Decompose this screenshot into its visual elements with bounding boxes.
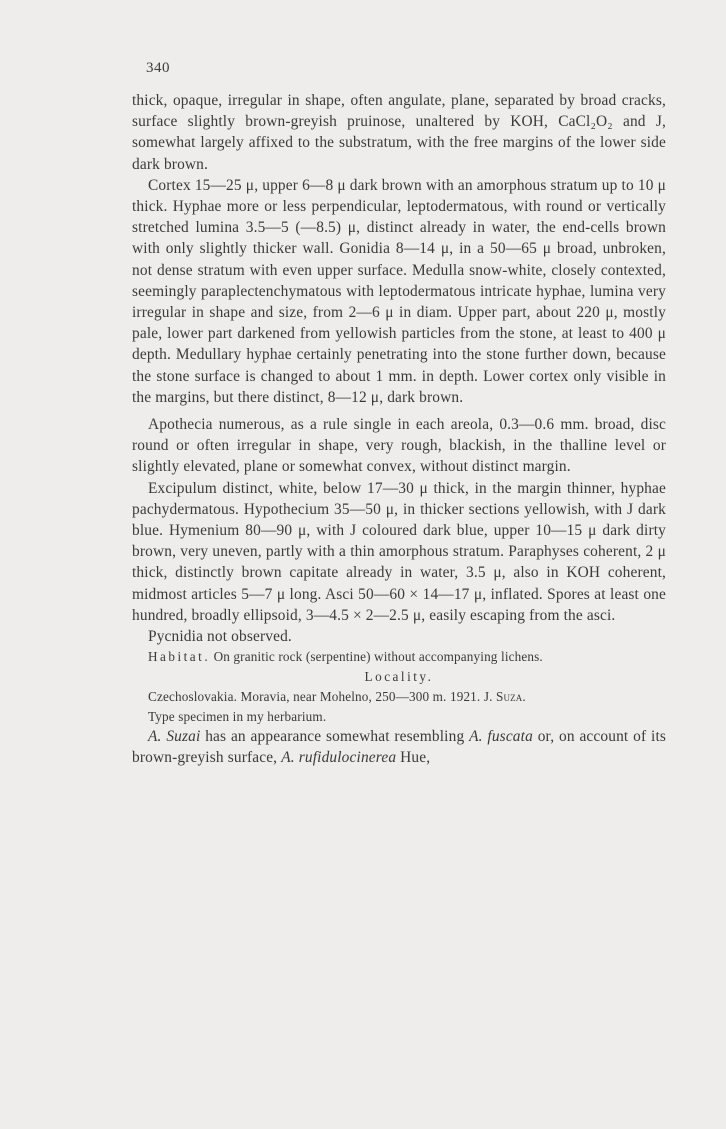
closing-paragraph	[132, 726, 666, 768]
locality-text: Czechoslovakia. Moravia, near Mohelno, 250—300 m. 1921.	[148, 689, 484, 705]
locality-line	[132, 687, 666, 707]
paragraph-continuation: thick, opaque, irregular in shape, often angulate, plane, separated by broad cracks, surface slightly brown-greyish pruinose, unaltered by KOH, CaCl₂O₂ and J, somewhat largely affixed to the substratum, with the free margins of the lower side dark brown.	[132, 92, 666, 173]
species-name-2: A. fuscata	[469, 728, 533, 746]
paragraph-pycnidia: Pycnidia not observed.	[148, 628, 292, 646]
page-number: 340	[146, 60, 170, 76]
collector: J. Suza.	[483, 689, 526, 705]
locality-heading: Locality.	[364, 669, 434, 685]
closing-text-2: or, on account of its brown-greyish surface,	[132, 728, 667, 767]
habitat-text: On granitic rock (serpentine) without accompanying lichens.	[210, 649, 543, 665]
body-text	[132, 90, 666, 769]
paragraph-cortex: Cortex 15—25 μ, upper 6—8 μ dark brown with an amorphous stratum up to 10 μ thick. Hyphae more or less perpendicular, leptodermatous, with round or vertically stretched lumina 3.5—5 (—8.5) μ, distinct already in water, the end-cells brown with only slightly thicker wall. Gonidia 8—14 μ, in a 50—65 μ broad, unbroken, not dense stratum with even upper surface. Medulla snow-white, closely contexted, seemingly paraplectenchymatous with leptodermatous intricate hyphae, lumina very irregular in shape and size, from 2—6 μ in diam. Upper part, about 220 μ, mostly pale, lower part darkened from yellowish particles from the stone, at least to 400 μ depth. Medullary hyphae certainly penetrating into the stone further down, because the stone surface is changed to about 1 mm. in depth. Lower cortex only visible in the margins, but there distinct, 8—12 μ, dark brown.	[132, 176, 666, 406]
habitat-line	[132, 647, 666, 667]
paragraph-apothecia: Apothecia numerous, as a rule single in each areola, 0.3—0.6 mm. broad, disc round or often irregular in shape, very rough, blackish, in the thalline level or slightly elevated, plane or somewhat convex, without distinct margin.	[132, 416, 666, 476]
species-name-3: A. rufidulocinerea	[281, 749, 397, 767]
species-name: A. Suzai	[148, 728, 201, 746]
habitat-label: Habitat.	[148, 649, 211, 665]
type-note: Type specimen in my herbarium.	[148, 709, 327, 725]
closing-text-1: has an appearance somewhat resembling	[200, 728, 470, 746]
paragraph-excipulum: Excipulum distinct, white, below 17—30 μ thick, in the margin thinner, hyphae pachydermatous. Hypothecium 35—50 μ, in thicker sections yellowish, with J dark blue. Hymenium 80—90 μ, with J coloured dark blue, upper 10—15 μ dark dirty brown, very uneven, partly with a thin amorphous stratum. Paraphyses coherent, 2 μ thick, distinctly brown capitate already in water, 3.5 μ, also in KOH coherent, midmost articles 5—7 μ long. Asci 50—60 × 14—17 μ, inflated. Spores at least one hundred, broadly ellipsoid, 3—4.5 × 2—2.5 μ, easily escaping from the asci.	[132, 479, 666, 624]
closing-text-3: Hue,	[396, 749, 431, 767]
